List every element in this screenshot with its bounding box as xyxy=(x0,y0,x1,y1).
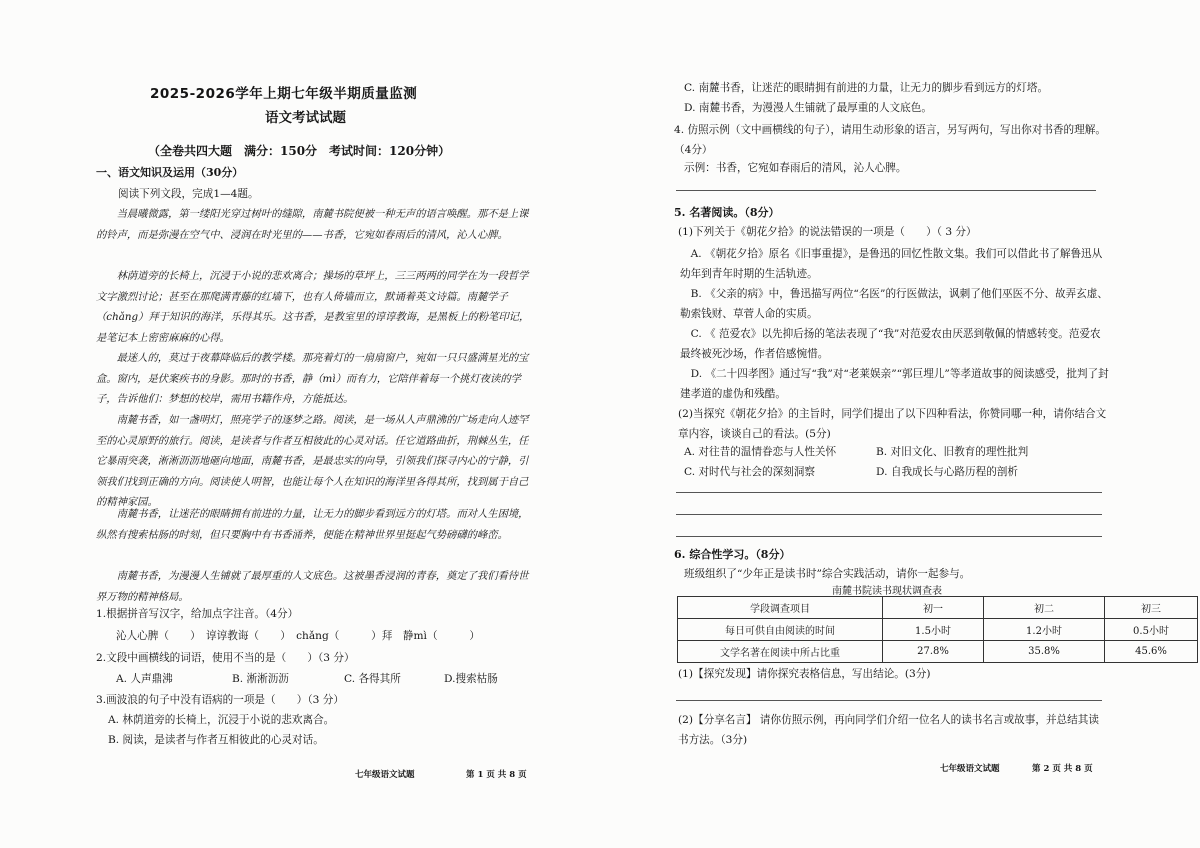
question-5-part-2: (2)当探究《朝花夕拾》的主旨时，同学们提出了以下四种看法，你赞同哪一种，请你结合文章内容，谈谈自己的看法。(5分) xyxy=(678,408,1107,440)
exam-subtitle: 语文考试试题 xyxy=(265,110,346,126)
table-cell: 27.8% xyxy=(883,641,984,663)
table-header-row xyxy=(678,597,1198,619)
question-5-heading: 5. 名著阅读。（8分） xyxy=(674,206,780,219)
question-5-option-b: B. 《父亲的病》中，鲁迅描写两位“名医”的行医做法，讽刺了他们巫医不分、故弄玄虚、勒索钱财、草菅人命的实质。 xyxy=(680,288,1108,320)
table-cell: 文学名著在阅读中所占比重 xyxy=(678,641,883,663)
section-1-heading: 一、语文知识及运用（30分） xyxy=(96,166,244,179)
question-5-2-option-b: B. 对旧文化、旧教育的理性批判 xyxy=(876,446,1029,458)
question-6-part-2: (2)【分享名言】 请你仿照示例，再向同学们介绍一位名人的读书名言或故事，并总结其读书方法。（3分) xyxy=(678,714,1099,746)
table-header-cell: 初二 xyxy=(984,597,1105,619)
passage-paragraph-2: 林荫道旁的长椅上，沉浸于小说的悲欢离合；操场的草坪上，三三两两的同学在为一段哲学文字激烈讨论；甚至在那爬满青藤的红墙下，也有人倚墙而立，默诵着英文诗篇。南麓学子（chǎng）拜于知识的海洋，乐得其乐。这书香，是教室里的谆谆教诲，是黑板上的粉笔印记，是笔记本上密密麻麻的心得。 xyxy=(96,270,530,344)
passage-paragraph-5: 南麓书香，让迷茫的眼睛拥有前进的力量，让无力的脚步看到远方的灯塔。而对人生困境，纵然有搜索枯肠的时刻，但只要胸中有书香涌养，便能在精神世界里挺起气势磅礴的峰峦。 xyxy=(96,508,529,541)
table-cell: 0.5小时 xyxy=(1105,619,1198,641)
answer-line xyxy=(676,190,1096,191)
question-4-example: 示例：书香，它宛如春雨后的清风，沁人心脾。 xyxy=(684,162,907,174)
question-4: 4. 仿照示例（文中画横线的句子），请用生动形象的语言，另写两句，写出你对书香的理解。（4分） xyxy=(674,124,1106,156)
question-3-option-c: C. 南麓书香，让迷茫的眼睛拥有前进的力量，让无力的脚步看到远方的灯塔。 xyxy=(684,82,1049,94)
passage-paragraph-4: 南麓书香，如一盏明灯，照亮学子的逐梦之路。阅读，是一场从人声鼎沸的广场走向人迹罕至的心灵原野的旅行。阅读，是读者与作者互相彼此的心灵对话。任它道路曲折，荆棘丛生，任它暴雨突袭，淅淅沥沥地砸向地面，南麓书香，是最忠实的向导，引领我们探寻内心的宁静，引领我们找到正确的方向。阅读使人明智，也能让每个人在知识的海洋里各得其所，找到属于自己的精神家园。 xyxy=(96,414,529,509)
table-header-cell: 学段调查项目 xyxy=(678,597,883,619)
table-header-cell: 初一 xyxy=(883,597,984,619)
question-3-option-d: D. 南麓书香，为漫漫人生铺就了最厚重的人文底色。 xyxy=(684,102,932,114)
reading-intro: 阅读下列文段，完成1—4题。 xyxy=(118,188,259,200)
question-5-2-option-c: C. 对时代与社会的深刻洞察 xyxy=(684,466,815,478)
table-row xyxy=(678,641,1198,663)
passage-paragraph-3: 最迷人的，莫过于夜幕降临后的教学楼。那亮着灯的一扇扇窗户，宛如一只只盛满星光的宝盒。窗内，是伏案疾书的身影。那时的书香，静（mì）而有力，它陪伴着每一个挑灯夜读的学子，告诉他们：梦想的校岸，需用书籍作舟，方能抵达。 xyxy=(96,352,529,406)
passage-paragraph-6: 南麓书香，为漫漫人生铺就了最厚重的人文底色。这被墨香浸润的青春，奠定了我们看待世界万物的精神格局。 xyxy=(96,570,529,603)
question-2-option-b: B. 淅淅沥沥 xyxy=(232,673,289,685)
question-1-items: 沁人心脾（ ） 谆谆教诲（ ） chǎng（ ）拜 静mì（ ） xyxy=(116,630,480,642)
answer-line xyxy=(676,536,1102,537)
question-5-2-option-d: D. 自我成长与心路历程的剖析 xyxy=(876,466,1018,478)
footer-page-number: 第 2 页 共 8 页 xyxy=(1032,764,1093,774)
question-6-part-1: (1)【探究发现】请你探究表格信息，写出结论。(3分) xyxy=(678,668,931,680)
question-5-option-d: D. 《二十四孝图》通过写“我”对“老莱娱亲”“郭巨埋儿”等孝道故事的阅读感受，批判了封建孝道的虚伪和残酷。 xyxy=(680,368,1109,400)
question-2-option-a: A. 人声鼎沸 xyxy=(116,673,173,685)
question-2-option-c: C. 各得其所 xyxy=(344,673,401,685)
answer-line xyxy=(676,700,1102,701)
table-cell: 35.8% xyxy=(984,641,1105,663)
question-2: 2.文段中画横线的词语，使用不当的是（ ）（3 分） xyxy=(96,652,355,664)
table-row xyxy=(678,619,1198,641)
question-5-part-1: (1)下列关于《朝花夕拾》的说法错误的一项是（ ）（ 3 分） xyxy=(678,226,977,238)
question-5-option-c: C. 《 范爱农》以先抑后扬的笔法表现了“我”对范爱农由厌恶到敬佩的情感转变。范爱农最终被死沙场，作者倍感惋惜。 xyxy=(680,328,1101,360)
reading-survey-table xyxy=(677,596,1198,663)
answer-line xyxy=(676,514,1102,515)
passage-paragraph-1: 当晨曦微露，第一缕阳光穿过树叶的缝隙，南麓书院便被一种无声的语言唤醒。那不是上课的铃声，而是弥漫在空气中、浸润在时光里的——书香，它宛如春雨后的清风，沁人心脾。 xyxy=(96,208,529,241)
table-title: 南麓书院读书现状调查表 xyxy=(832,586,942,597)
exam-meta: （全卷共四大题 满分：150分 考试时间：120分钟） xyxy=(148,144,451,158)
question-3-option-b: B. 阅读，是读者与作者互相彼此的心灵对话。 xyxy=(108,734,324,746)
table-cell: 1.2小时 xyxy=(984,619,1105,641)
question-6-intro: 班级组织了“少年正是读书时”综合实践活动，请你一起参与。 xyxy=(684,568,971,580)
question-1: 1.根据拼音写汉字，给加点字注音。（4分） xyxy=(96,608,299,620)
question-3: 3.画波浪的句子中没有语病的一项是（ ）（3 分） xyxy=(96,694,344,706)
table-cell: 45.6% xyxy=(1105,641,1198,663)
table-cell: 每日可供自由阅读的时间 xyxy=(678,619,883,641)
question-5-option-a: A. 《朝花夕拾》原名《旧事重提》，是鲁迅的回忆性散文集。我们可以借此书了解鲁迅从幼年到青年时期的生活轨迹。 xyxy=(680,248,1103,280)
question-2-option-d: D.搜索枯肠 xyxy=(444,673,498,685)
question-3-option-a: A. 林荫道旁的长椅上，沉浸于小说的悲欢离合。 xyxy=(108,714,335,726)
exam-title: 2025-2026学年上期七年级半期质量监测 xyxy=(150,86,418,102)
table-cell: 1.5小时 xyxy=(883,619,984,641)
answer-line xyxy=(676,492,1102,493)
footer-page-number: 第 1 页 共 8 页 xyxy=(466,770,527,780)
question-6-heading: 6. 综合性学习。（8分） xyxy=(674,548,791,561)
table-header-cell: 初三 xyxy=(1105,597,1198,619)
footer-title: 七年级语文试题 xyxy=(940,764,1000,774)
footer-title: 七年级语文试题 xyxy=(355,770,415,780)
page-2 xyxy=(600,0,1200,848)
question-5-2-option-a: A. 对往昔的温情眷恋与人性关怀 xyxy=(684,446,837,458)
